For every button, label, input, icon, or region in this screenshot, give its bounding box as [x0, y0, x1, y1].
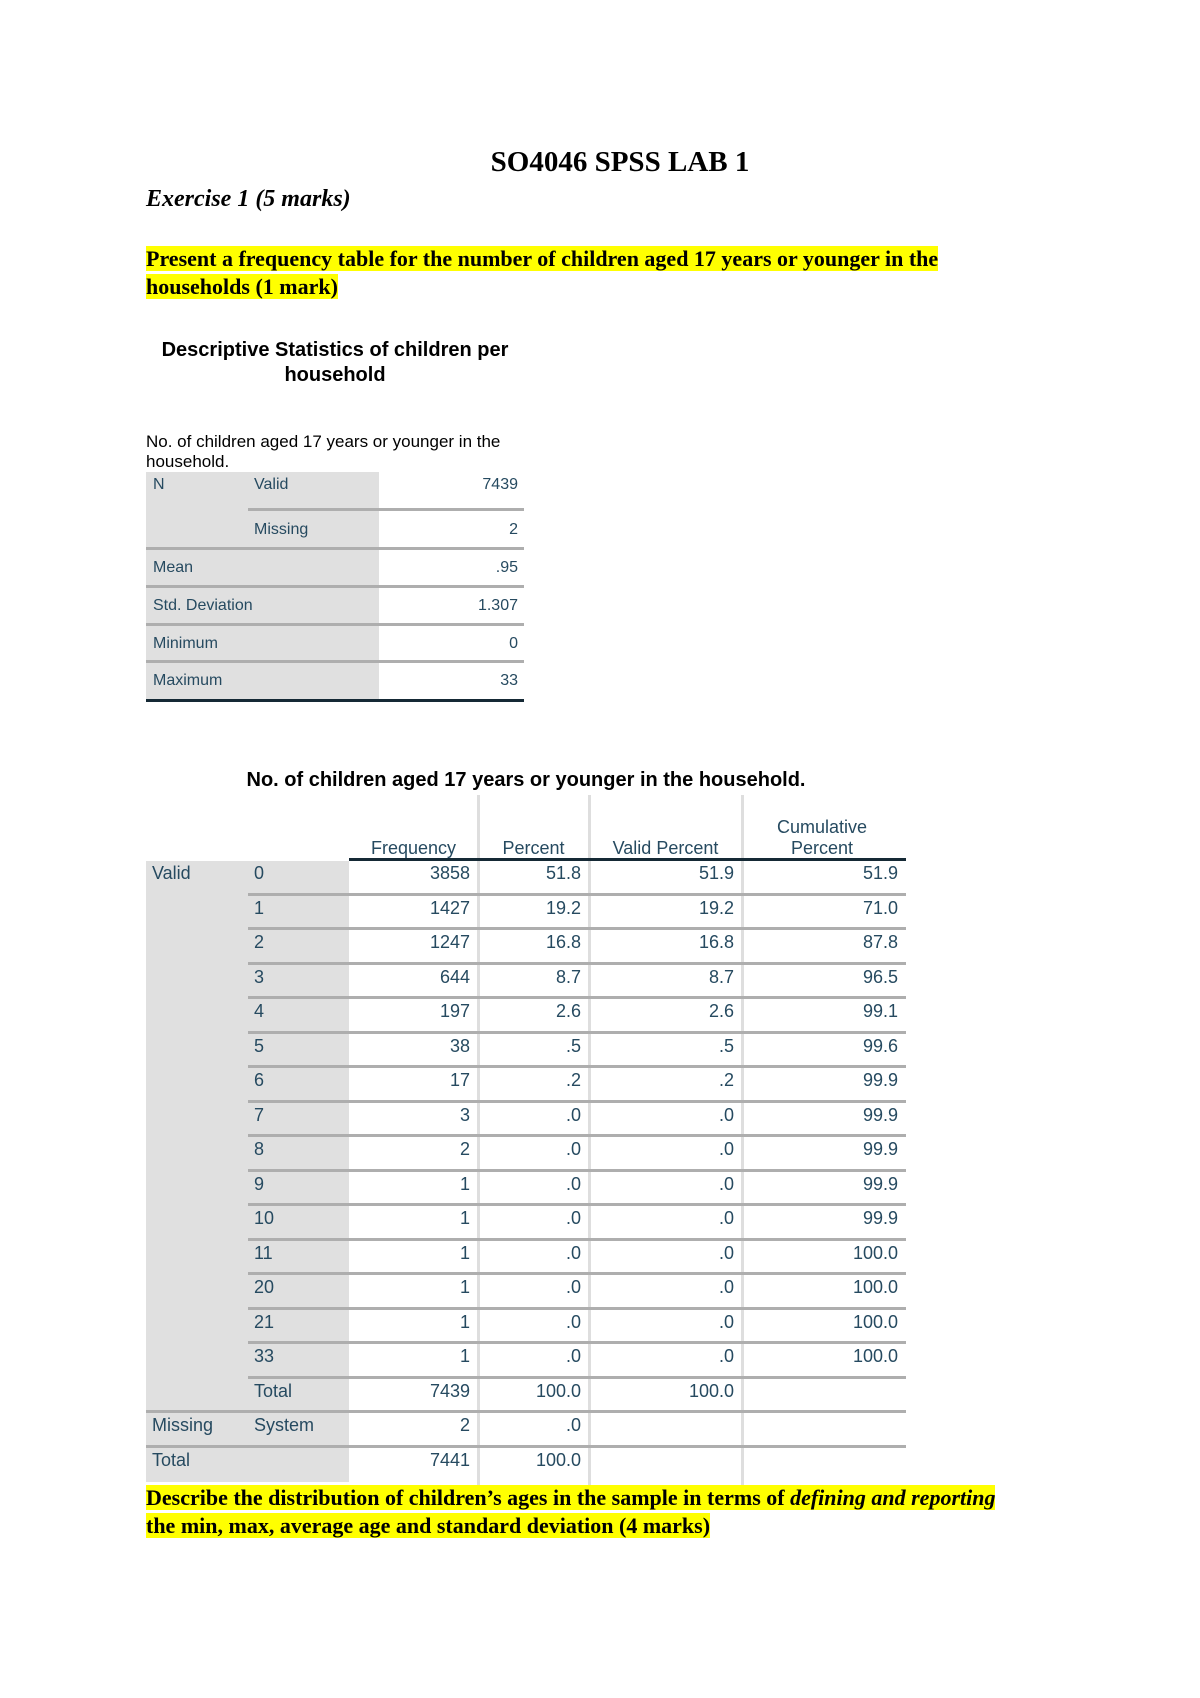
freq-cell-freq: 1 [459, 1242, 470, 1263]
freq-cell-group [146, 1068, 248, 1103]
table-rule [146, 547, 524, 550]
table-rule [146, 585, 524, 588]
freq-cell-group [146, 1310, 248, 1345]
freq-cell-pct: 19.2 [545, 897, 581, 918]
freq-cell-cat: 5 [254, 1035, 265, 1056]
freq-cell-vpct: 2.6 [708, 1001, 734, 1021]
freq-cell-pct: 51.8 [545, 863, 581, 883]
desc-row-value: .95 [495, 559, 518, 576]
row-rule [248, 1203, 906, 1206]
freq-cell-pct: .0 [565, 1139, 581, 1159]
desc-row-sublabel: Valid [248, 472, 379, 510]
freq-cell-cum: 100.0 [852, 1311, 898, 1332]
freq-cell-pct: .0 [565, 1277, 581, 1297]
row-rule [248, 927, 906, 930]
freq-cell-cat: 8 [254, 1139, 265, 1159]
freq-cell-cum: 96.5 [862, 966, 898, 987]
question-2-text-b: the min, max, average age and standard deviation (4 marks) [146, 1513, 711, 1538]
freq-cell-pct: .0 [565, 1242, 581, 1263]
freq-cell-cum: 99.9 [862, 1208, 898, 1228]
freq-cell-pct: 8.7 [555, 966, 581, 987]
freq-cell-cum: 99.9 [862, 1070, 898, 1090]
freq-cell-cat: 2 [254, 932, 265, 952]
row-rule [248, 996, 906, 999]
freq-cell-pct: .0 [565, 1415, 581, 1435]
column-header: Cumulative Percent [776, 817, 868, 858]
freq-cell-vpct: .0 [718, 1242, 734, 1263]
desc-row-value: 1.307 [477, 597, 518, 614]
frequency-table-title: No. of children aged 17 years or younger in the household. [246, 769, 806, 791]
freq-cell-pct: 100.0 [535, 1380, 581, 1401]
row-rule [248, 1100, 906, 1103]
freq-cell-pct: .0 [565, 1208, 581, 1228]
row-rule [248, 1238, 906, 1241]
desc-row-label: Mean [146, 549, 379, 587]
freq-cell-group [146, 1103, 248, 1138]
freq-cell-freq: 2 [459, 1139, 470, 1159]
freq-cell-group [146, 965, 248, 1000]
desc-row-label: Minimum [146, 625, 379, 662]
freq-cell-freq: 1 [459, 1208, 470, 1228]
question-2-text-a: Describe the distribution of children’s ages in the sample in terms of [146, 1485, 791, 1510]
freq-cell-group [146, 896, 248, 931]
freq-cell-cum: 100.0 [852, 1242, 898, 1263]
freq-cell-vpct: 100.0 [688, 1380, 734, 1401]
descriptive-table-title: Descriptive Statistics of children per household [161, 339, 509, 386]
freq-cell-group [146, 1034, 248, 1069]
question-2 [146, 1484, 1016, 1540]
question-1-text: Present a frequency table for the number of children aged 17 years or younger in the households (1 mark) [146, 246, 939, 299]
freq-cell-cum: 99.6 [862, 1035, 898, 1056]
freq-cell-vpct: .0 [718, 1208, 734, 1228]
freq-cell-freq: 1 [459, 1346, 470, 1366]
freq-cell-freq: 1427 [429, 897, 470, 918]
exercise-heading: Exercise 1 (5 marks) [146, 186, 351, 212]
freq-cell-freq: 644 [439, 966, 470, 987]
freq-cell-freq: 2 [459, 1415, 470, 1435]
freq-cell-cat: 4 [254, 1001, 265, 1021]
freq-cell-freq: 1 [459, 1311, 470, 1332]
desc-label-n: N [146, 472, 248, 549]
column-header: Valid Percent [612, 838, 719, 858]
freq-cell-cum: 87.8 [862, 932, 898, 952]
descriptive-table-caption: No. of children aged 17 years or younger in the household. [146, 432, 501, 471]
freq-cell-cum: 99.1 [862, 1001, 898, 1021]
freq-cell-cat: 3 [254, 966, 265, 987]
question-1 [146, 245, 1036, 301]
freq-cell-cat: Total [254, 1380, 293, 1401]
freq-cell-freq: 7439 [429, 1380, 470, 1401]
freq-cell-group [146, 1137, 248, 1172]
freq-cell-cum: 71.0 [862, 897, 898, 918]
freq-cell-vpct [589, 1413, 742, 1448]
freq-cell-group: Total [152, 1449, 191, 1470]
freq-cell-cum: 99.9 [862, 1104, 898, 1125]
column-header: Frequency [370, 838, 457, 858]
freq-cell-cat: 6 [254, 1070, 265, 1090]
frequency-table [146, 795, 906, 1485]
desc-row-value: 33 [500, 672, 518, 689]
freq-cell-cat: 33 [254, 1346, 275, 1366]
freq-cell-cat: 20 [254, 1277, 275, 1297]
row-rule [248, 1272, 906, 1275]
freq-cell-vpct: .0 [718, 1173, 734, 1194]
desc-row-label: Maximum [146, 662, 379, 699]
freq-cell-pct: .0 [565, 1346, 581, 1366]
freq-cell-cat: System [254, 1415, 315, 1435]
freq-cell-vpct: 8.7 [708, 966, 734, 987]
freq-cell-cat: 21 [254, 1311, 275, 1332]
row-rule [248, 893, 906, 896]
freq-cell-group [146, 1379, 248, 1414]
question-2-text-emphasis: defining and reporting [790, 1485, 996, 1510]
freq-cell-cum: 100.0 [852, 1346, 898, 1366]
freq-cell-cat: 0 [254, 863, 265, 883]
freq-cell-cat: 11 [254, 1242, 273, 1263]
freq-cell-freq: 3858 [429, 863, 470, 883]
freq-cell-group [146, 1241, 248, 1276]
freq-cell-vpct: .5 [718, 1035, 734, 1056]
document-title: SO4046 SPSS LAB 1 [490, 146, 750, 178]
desc-row-sublabel: Missing [248, 510, 379, 549]
row-rule [248, 1031, 906, 1034]
freq-cell-pct: .0 [565, 1311, 581, 1332]
row-rule [146, 1410, 906, 1413]
desc-row-value: 2 [509, 521, 518, 538]
freq-cell-group [146, 1172, 248, 1207]
freq-cell-vpct: .0 [718, 1311, 734, 1332]
freq-cell-freq: 197 [439, 1001, 470, 1021]
freq-cell-vpct [589, 1448, 742, 1483]
freq-cell-group: Valid [152, 863, 191, 883]
row-rule [248, 1169, 906, 1172]
freq-cell-cum: 100.0 [852, 1277, 898, 1297]
freq-cell-group: Missing [152, 1415, 214, 1435]
freq-cell-group [146, 999, 248, 1034]
freq-cell-cum: 99.9 [862, 1173, 898, 1194]
freq-cell-cum: 51.9 [862, 863, 898, 883]
freq-cell-vpct: 16.8 [698, 932, 734, 952]
freq-cell-vpct: .0 [718, 1346, 734, 1366]
freq-cell-pct: 100.0 [535, 1449, 581, 1470]
table-rule [146, 660, 524, 663]
freq-cell-vpct: .0 [718, 1277, 734, 1297]
row-rule [248, 1376, 906, 1379]
freq-cell-vpct: 19.2 [698, 897, 734, 918]
freq-cell-freq: 38 [449, 1035, 470, 1056]
freq-cell-freq: 7441 [429, 1449, 470, 1470]
freq-cell-freq: 17 [449, 1070, 470, 1090]
freq-cell-group [146, 1206, 248, 1241]
freq-cell-freq: 1 [459, 1173, 470, 1194]
freq-cell-vpct: .0 [718, 1139, 734, 1159]
freq-cell-cum [742, 1413, 906, 1448]
freq-cell-cum [742, 1379, 906, 1414]
freq-cell-pct: .5 [565, 1035, 581, 1056]
freq-cell-cat: 9 [254, 1173, 265, 1194]
freq-cell-freq: 1 [459, 1277, 470, 1297]
row-rule [146, 1445, 906, 1448]
freq-cell-pct: .2 [565, 1070, 581, 1090]
freq-cell-pct: 16.8 [545, 932, 581, 952]
freq-cell-pct: 2.6 [555, 1001, 581, 1021]
row-rule [248, 1341, 906, 1344]
freq-cell-cum [742, 1448, 906, 1483]
freq-cell-freq: 1247 [429, 932, 470, 952]
freq-cell-freq: 3 [459, 1104, 470, 1125]
freq-cell-vpct: .2 [718, 1070, 734, 1090]
freq-cell-group [146, 1275, 248, 1310]
table-bottom-rule [146, 699, 524, 702]
row-rule [248, 962, 906, 965]
freq-cell-pct: .0 [565, 1104, 581, 1125]
freq-cell-vpct: .0 [718, 1104, 734, 1125]
freq-cell-cat: 7 [254, 1104, 265, 1125]
desc-row-label: Std. Deviation [146, 587, 379, 625]
table-rule [146, 623, 524, 626]
table-rule [248, 508, 524, 511]
freq-cell-vpct: 51.9 [698, 863, 734, 883]
freq-cell-cat: 1 [254, 897, 265, 918]
freq-cell-group [146, 1344, 248, 1379]
row-rule [248, 1065, 906, 1068]
freq-cell-cat [248, 1448, 349, 1483]
row-rule [248, 1134, 906, 1137]
freq-cell-pct: .0 [565, 1173, 581, 1194]
freq-cell-group [146, 930, 248, 965]
desc-row-value: 7439 [482, 476, 518, 493]
freq-cell-cum: 99.9 [862, 1139, 898, 1159]
freq-cell-cat: 10 [254, 1208, 275, 1228]
column-header: Percent [502, 838, 565, 858]
row-rule [248, 1307, 906, 1310]
desc-row-value: 0 [509, 635, 518, 652]
